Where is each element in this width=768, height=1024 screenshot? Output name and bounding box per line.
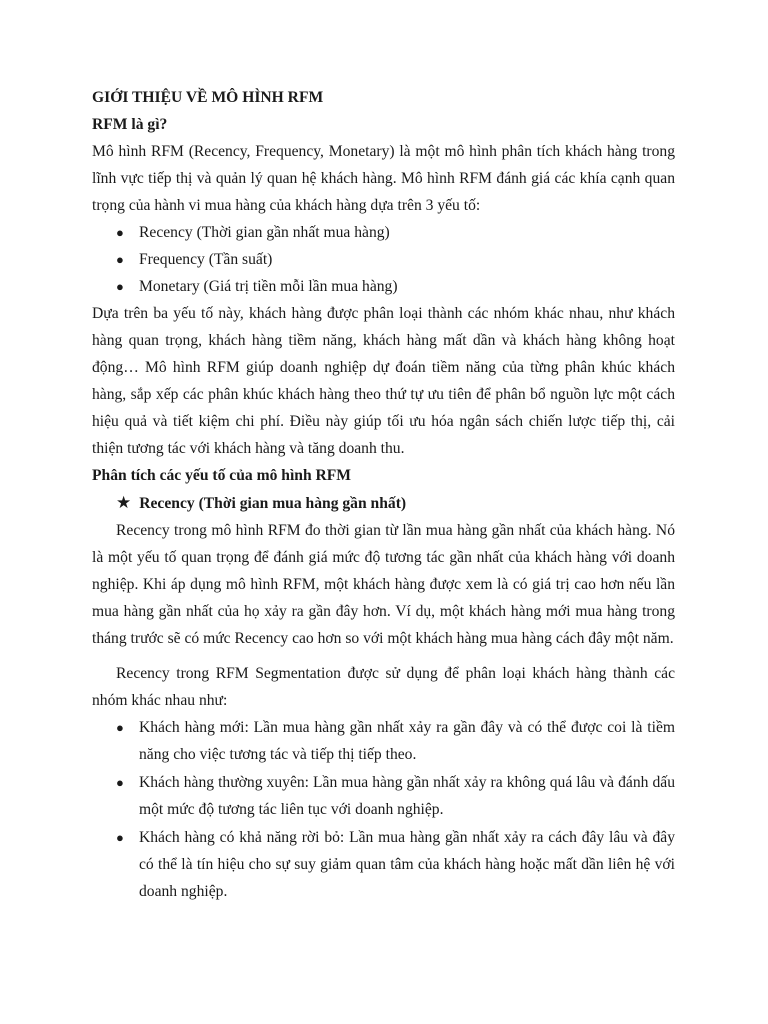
- document-title: GIỚI THIỆU VỀ MÔ HÌNH RFM: [92, 89, 324, 106]
- intro-paragraph: Mô hình RFM (Recency, Frequency, Monetary) là một mô hình phân tích khách hàng trong lĩnh vực tiếp thị và quản lý quan hệ khách hàng. Mô hình RFM đánh giá các khía cạnh quan trọng của hành vi mua hàng của khách hàng dựa trên 3 yếu tố:: [92, 143, 675, 214]
- recency-paragraph-2: Recency trong RFM Segmentation được sử dụng để phân loại khách hàng thành các nhóm khác nhau như:: [92, 665, 675, 709]
- bullet-icon: ●: [116, 279, 124, 294]
- factor-list: [92, 219, 675, 300]
- star-icon: ★: [116, 493, 132, 512]
- recency-paragraph-1: Recency trong mô hình RFM đo thời gian từ lần mua hàng gần nhất của khách hàng. Nó là một yếu tố quan trọng để đánh giá mức độ tương tác gần nhất của khách hàng với doanh nghiệp. Khi áp dụng mô hình RFM, một khách hàng được xem là có giá trị cao hơn nếu lần mua hàng gần nhất của họ xảy ra gần đây hơn. Ví dụ, một khách hàng mới mua hàng trong tháng trước sẽ có mức Recency cao hơn so với một khách hàng mua hàng cách đây một năm.: [92, 522, 675, 647]
- section-heading-what-is-rfm: RFM là gì?: [92, 116, 168, 133]
- bullet-icon: ●: [116, 830, 124, 845]
- summary-paragraph: Dựa trên ba yếu tố này, khách hàng được phân loại thành các nhóm khác nhau, như khách hàng quan trọng, khách hàng tiềm năng, khách hàng mất dần và khách hàng không hoạt động… Mô hình RFM giúp doanh nghiệp dự đoán tiềm năng của từng phân khúc khách hàng, sắp xếp các phân khúc khách hàng theo thứ tự ưu tiên để phân bổ nguồn lực một cách hiệu quả và tiết kiệm chi phí. Điều này giúp tối ưu hóa ngân sách chiến lược tiếp thị, cải thiện tương tác với khách hàng và tăng doanh thu.: [92, 305, 675, 457]
- list-item: ● Monetary (Giá trị tiền mỗi lần mua hàng): [92, 273, 675, 300]
- bullet-icon: ●: [116, 252, 124, 267]
- list-item: ● Khách hàng thường xuyên: Lần mua hàng gần nhất xảy ra không quá lâu và đánh dấu một mức độ tương tác liên tục với doanh nghiệp.: [92, 769, 675, 823]
- list-item: ● Khách hàng mới: Lần mua hàng gần nhất xảy ra gần đây và có thể được coi là tiềm năng cho việc tương tác và tiếp thị tiếp theo.: [92, 714, 675, 768]
- list-item: ● Khách hàng có khả năng rời bỏ: Lần mua hàng gần nhất xảy ra cách đây lâu và đây có thể là tín hiệu cho sự suy giảm quan tâm của khách hàng hoặc mất dần liên hệ với doanh nghiệp.: [92, 824, 675, 905]
- list-item: ● Frequency (Tần suất): [92, 246, 675, 273]
- section-heading-analysis: Phân tích các yếu tố của mô hình RFM: [92, 467, 352, 484]
- bullet-icon: ●: [116, 720, 124, 735]
- bullet-icon: ●: [116, 225, 124, 240]
- bullet-icon: ●: [116, 775, 124, 790]
- list-item: ● Recency (Thời gian gần nhất mua hàng): [92, 219, 675, 246]
- segment-list: [92, 714, 675, 905]
- subsection-heading-recency: ★ Recency (Thời gian mua hàng gần nhất): [116, 493, 407, 512]
